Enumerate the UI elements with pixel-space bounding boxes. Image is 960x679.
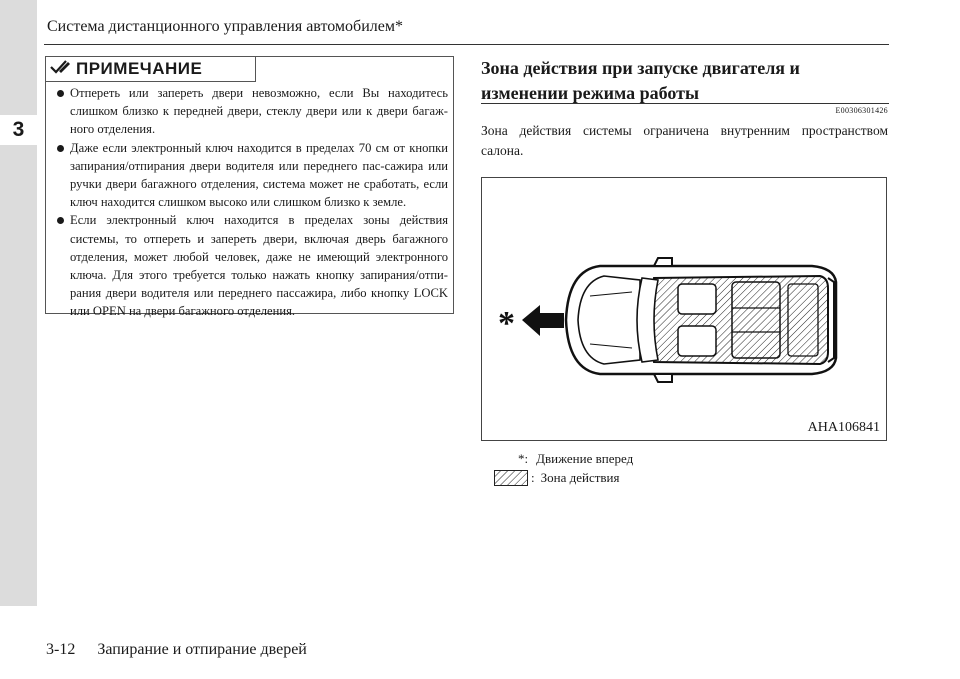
legend-forward xyxy=(494,451,633,467)
section-body: Зона действия системы ограничена внутренним пространством салона. xyxy=(481,123,888,158)
car-range-figure xyxy=(481,177,887,441)
running-title: Система дистанционного управления автомобилем* xyxy=(47,18,403,35)
section-title: Зона действия при запуске двигателя и изменении режима работы xyxy=(481,58,800,103)
note-header xyxy=(46,57,256,82)
note-item-text: Отпереть или запереть двери невозможно, если Вы находитесь слишком близко к передней двери, стеклу двери или к двери багаж-ного отделения. xyxy=(70,86,448,137)
legend-hatch-text: Зона действия xyxy=(540,470,620,485)
figure-code: AHA106841 xyxy=(807,420,880,435)
header-rule xyxy=(44,44,889,45)
legend-asterisk-text: Движение вперед xyxy=(536,451,634,466)
bullet-icon xyxy=(57,90,64,97)
note-list xyxy=(56,84,448,321)
bullet-icon xyxy=(57,145,64,152)
car-diagram xyxy=(482,178,886,440)
chapter-number: 3 xyxy=(0,115,37,145)
mirror-left xyxy=(654,258,672,266)
note-item-text: Даже если электронный ключ находится в пределах 70 см от кнопки запирания/отпирания двери водителя или переднего пас-сажира или ручки двери багажного отделения, система может не сработать, если ключ находится слишком высоко или слишком близко к земле. xyxy=(70,140,448,210)
note-title: ПРИМЕЧАНИЕ xyxy=(76,59,203,78)
document-code: E00306301426 xyxy=(835,106,888,115)
note-item xyxy=(56,211,448,320)
operating-zone xyxy=(650,276,828,364)
mirror-right xyxy=(654,374,672,382)
page-number: 3-12 xyxy=(46,641,76,658)
note-item xyxy=(56,84,448,139)
seat-passenger xyxy=(678,326,716,356)
page-footer xyxy=(46,641,307,659)
car-hood xyxy=(578,276,640,364)
forward-arrow-icon xyxy=(522,305,564,336)
hatch-swatch-icon xyxy=(494,470,528,486)
section-rule xyxy=(481,103,889,104)
asterisk-mark: * xyxy=(498,305,515,342)
note-item xyxy=(56,139,448,212)
bullet-icon xyxy=(57,217,64,224)
seat-driver xyxy=(678,284,716,314)
note-box xyxy=(45,56,454,319)
footer-section-name: Запирание и отпирание дверей xyxy=(97,641,307,658)
legend-zone xyxy=(494,470,619,486)
legend-hatch-sep: : xyxy=(531,470,535,485)
pencil-check-icon xyxy=(50,59,72,80)
note-item-text: Если электронный ключ находится в пределах зоны действия системы, то отпереть и запереть двери, включая дверь багажного отделения, может любой человек, даже не имеющий электронного ключа. Для этого требуется только нажать кнопку запирания/отпи-рания двери водителя или переднего пассажира, либо кнопку LOCK или OPEN на двери багажного отделения. xyxy=(70,213,448,319)
legend-asterisk-label: *: xyxy=(518,451,529,466)
chapter-sidebar xyxy=(0,0,37,606)
